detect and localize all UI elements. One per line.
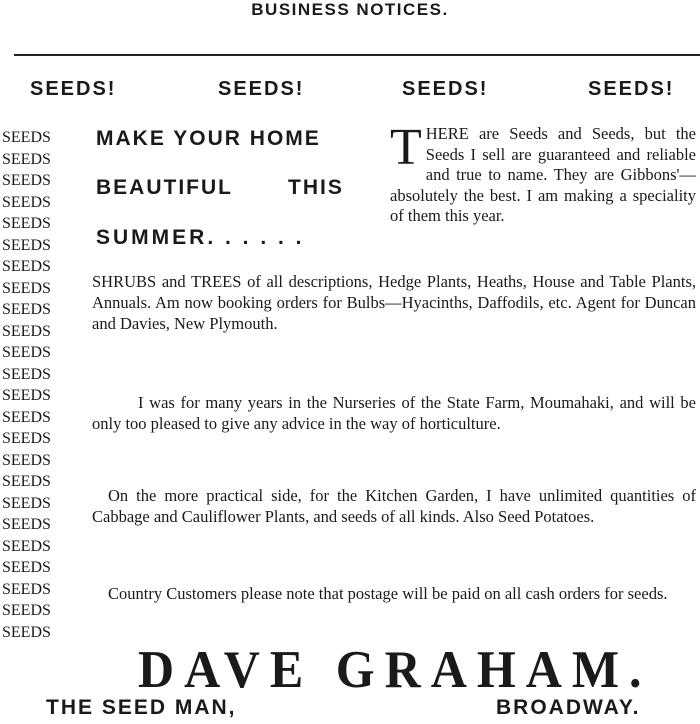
seeds-banner-3: SEEDS! xyxy=(402,78,489,100)
divider-rule xyxy=(14,54,700,56)
side-seeds-item: SEEDS xyxy=(2,236,51,254)
shrubs-paragraph: SHRUBS and TREES of all descriptions, Hedge Plants, Heaths, House and Table Plants, Annuals. Am now booking orders for Bulbs—Hyacinths, Daffodils, etc. Agent for Duncan and Davies, New Plymouth. xyxy=(92,272,696,334)
side-seeds-item: SEEDS xyxy=(2,516,51,533)
side-seeds-item: SEEDS xyxy=(2,451,51,469)
side-seeds-item: SEEDS xyxy=(2,559,51,576)
side-seeds-item: SEEDS xyxy=(2,537,51,555)
side-seeds-item: SEEDS xyxy=(2,279,51,297)
side-seeds-item: SEEDS xyxy=(2,301,51,318)
headline-line-1: MAKE YOUR HOME xyxy=(96,127,321,150)
country-paragraph: Country Customers please note that postage will be paid on all cash orders for seeds. xyxy=(108,584,668,603)
side-seeds-item: SEEDS xyxy=(2,430,51,447)
side-seeds-item: SEEDS xyxy=(2,193,51,211)
nurseries-paragraph: I was for many years in the Nurseries of the State Farm, Moumahaki, and will be only too pleased to give any advice in the way of horticulture. xyxy=(92,393,696,434)
seeds-banner-1: SEEDS! xyxy=(30,78,117,100)
seeds-side-column xyxy=(2,127,74,643)
drop-cap: T xyxy=(390,119,422,176)
signature-name: DAVE GRAHAM. xyxy=(138,639,652,699)
seeds-banner-2: SEEDS! xyxy=(218,78,305,100)
side-seeds-item: SEEDS xyxy=(2,408,51,426)
side-seeds-item: SEEDS xyxy=(2,387,51,404)
headline-line-3: SUMMER. . . . . . xyxy=(96,226,305,249)
headline-line-2b: THIS xyxy=(288,176,344,199)
side-seeds-item: SEEDS xyxy=(2,344,51,361)
side-seeds-item: SEEDS xyxy=(2,473,51,490)
headline-line-2a: BEAUTIFUL xyxy=(96,176,233,199)
side-seeds-item: SEEDS xyxy=(2,150,51,168)
footer-tagline: THE SEED MAN, xyxy=(46,696,237,719)
seeds-banner-4: SEEDS! xyxy=(588,78,675,100)
footer-location: BROADWAY. xyxy=(496,696,641,719)
side-seeds-item: SEEDS xyxy=(2,602,51,619)
side-seeds-item: SEEDS xyxy=(2,580,51,598)
section-heading: BUSINESS NOTICES. xyxy=(251,0,449,19)
side-seeds-item: SEEDS xyxy=(2,365,51,383)
side-seeds-item: SEEDS xyxy=(2,172,51,189)
side-seeds-item: SEEDS xyxy=(2,258,51,275)
intro-paragraph xyxy=(390,119,696,227)
side-seeds-item: SEEDS xyxy=(2,322,51,340)
side-seeds-item: SEEDS xyxy=(2,494,51,512)
intro-text: HERE are Seeds and Seeds, but the Seeds I sell are guaranteed and reliable and true to name. They are Gibbons'—absolutely the best. I am making a speciality of them this year. xyxy=(390,124,696,226)
practical-paragraph: On the more practical side, for the Kitchen Garden, I have unlimited quantities of Cabbage and Cauliflower Plants, and seeds of all kinds. Also Seed Potatoes. xyxy=(92,486,696,527)
side-seeds-item: SEEDS xyxy=(2,129,51,146)
side-seeds-item: SEEDS xyxy=(2,623,51,641)
side-seeds-item: SEEDS xyxy=(2,215,51,232)
